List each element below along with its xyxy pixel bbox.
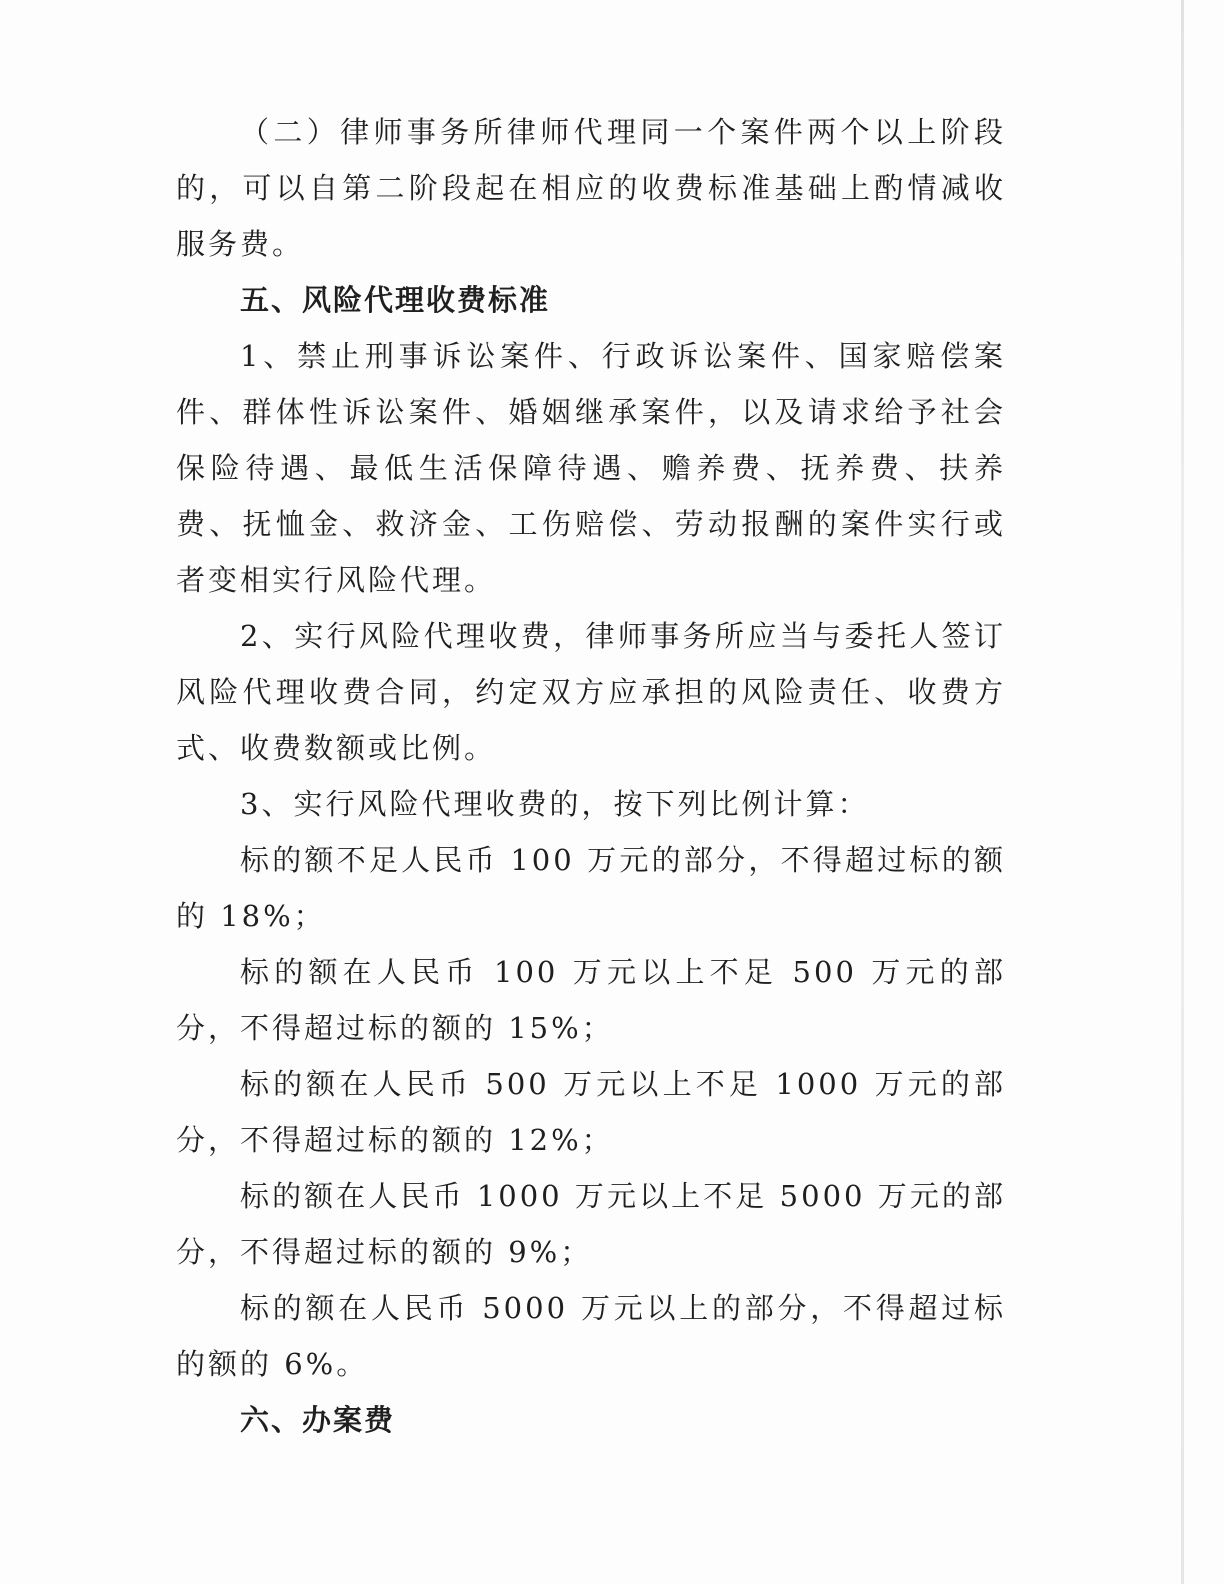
tier-100-to-500: 标的额在人民币 100 万元以上不足 500 万元的部分，不得超过标的额的 15%； <box>176 955 1006 1045</box>
section-heading-case-expenses: 六、办案费 <box>240 1403 396 1437</box>
document-body <box>176 104 1006 1448</box>
tier-500-to-1000: 标的额在人民币 500 万元以上不足 1000 万元的部分，不得超过标的额的 12%； <box>176 1067 1006 1157</box>
section-heading-risk-agency: 五、风险代理收费标准 <box>240 283 551 317</box>
scan-edge-shadow <box>1181 0 1184 1584</box>
paragraph-stage-discount: （二）律师事务所律师代理同一个案件两个以上阶段的，可以自第二阶段起在相应的收费标准基础上酌情减收服务费。 <box>176 115 1006 261</box>
tier-over-5000: 标的额在人民币 5000 万元以上的部分，不得超过标的额的 6%。 <box>176 1291 1006 1381</box>
tier-1000-to-5000: 标的额在人民币 1000 万元以上不足 5000 万元的部分，不得超过标的额的 9%； <box>176 1179 1006 1269</box>
rule-2-contract: 2、实行风险代理收费，律师事务所应当与委托人签订风险代理收费合同，约定双方应承担的风险责任、收费方式、收费数额或比例。 <box>176 619 1006 765</box>
rule-3-ratio-intro: 3、实行风险代理收费的，按下列比例计算： <box>240 787 870 821</box>
tier-under-100: 标的额不足人民币 100 万元的部分，不得超过标的额的 18%； <box>176 843 1006 933</box>
rule-1-prohibited-cases: 1、禁止刑事诉讼案件、行政诉讼案件、国家赔偿案件、群体性诉讼案件、婚姻继承案件，以及请求给予社会保险待遇、最低生活保障待遇、赡养费、抚养费、扶养费、抚恤金、救济金、工伤赔偿、劳动报酬的案件实行或者变相实行风险代理。 <box>176 339 1006 597</box>
